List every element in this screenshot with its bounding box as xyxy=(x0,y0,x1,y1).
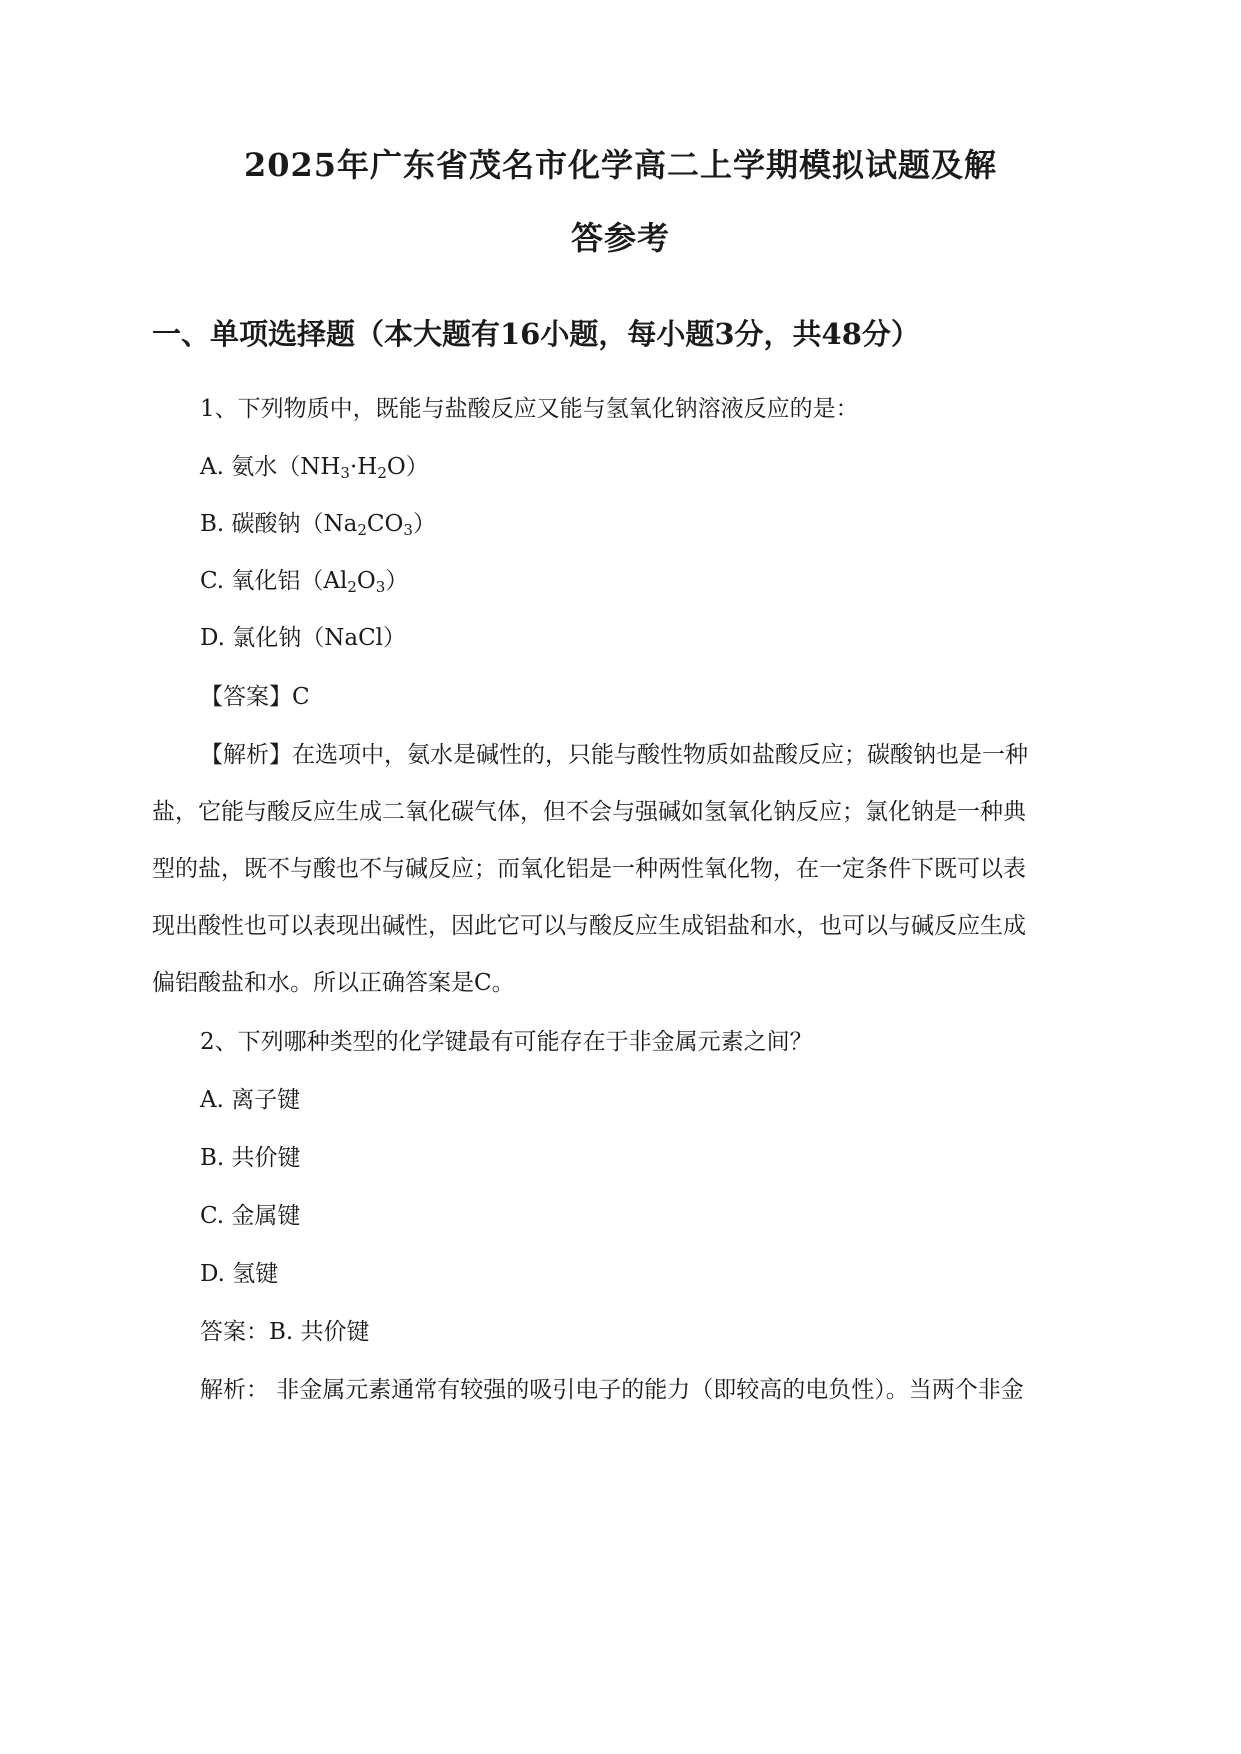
q1-option-b-text-mid: CO xyxy=(366,511,404,537)
question-2-stem: 2、下列哪种类型的化学键最有可能存在于非金属元素之间？ xyxy=(200,1029,813,1055)
subscript: 2 xyxy=(357,521,367,539)
q1-answer: 【答案】C xyxy=(200,684,310,710)
subscript: 3 xyxy=(375,578,386,596)
q1-analysis-line-1 xyxy=(200,736,1028,769)
q1-option-a-text: A. 氨水（NH xyxy=(200,454,341,480)
q1-option-c-text: C. 氧化铝（Al xyxy=(200,568,348,594)
q1-analysis-line-2: 盐，它能与酸反应生成二氧化碳气体，但不会与强碱如氢氧化钠反应；氯化钠是一种典 xyxy=(152,799,1026,825)
question-1-stem: 1、下列物质中，既能与盐酸反应又能与氢氧化钠溶液反应的是： xyxy=(200,396,859,422)
q2-answer: 答案：B. 共价键 xyxy=(200,1319,370,1345)
q2-option-c: C. 金属键 xyxy=(200,1203,301,1229)
document-title-line2: 答参考 xyxy=(570,219,670,257)
section-heading: 一、单项选择题（本大题有16小题，每小题3分，共48分） xyxy=(152,317,920,351)
subscript: 3 xyxy=(403,521,413,539)
subscript: 2 xyxy=(377,464,387,482)
subscript: 3 xyxy=(340,464,350,482)
q1-option-c xyxy=(200,562,408,595)
q1-option-b xyxy=(200,505,436,538)
q2-option-a: A. 离子键 xyxy=(200,1087,301,1113)
q1-option-d: D. 氯化钠（NaCl） xyxy=(200,625,407,651)
q1-option-c-text-end: ） xyxy=(385,568,409,594)
q1-analysis-label: 【解析】 xyxy=(200,742,292,768)
q1-analysis-line-3: 型的盐，既不与酸也不与碱反应；而氧化铝是一种两性氧化物，在一定条件下既可以表 xyxy=(152,856,1026,882)
q1-option-a-text-mid: ·H xyxy=(349,454,378,480)
q2-option-b: B. 共价键 xyxy=(200,1145,301,1171)
q1-analysis-line-4: 现出酸性也可以表现出碱性，因此它可以与酸反应生成铝盐和水，也可以与碱反应生成 xyxy=(152,913,1026,939)
q1-analysis-line-5: 偏铝酸盐和水。所以正确答案是C。 xyxy=(152,970,515,996)
q1-option-c-text-mid: O xyxy=(356,568,376,594)
document-title-line1: 2025年广东省茂名市化学高二上学期模拟试题及解 xyxy=(243,146,998,184)
q1-option-a xyxy=(200,448,429,481)
q2-analysis: 解析： 非金属元素通常有较强的吸引电子的能力（即较高的电负性）。当两个非金 xyxy=(200,1377,1024,1403)
q2-option-d: D. 氢键 xyxy=(200,1261,279,1287)
q1-option-b-text-end: ） xyxy=(412,511,436,537)
q1-option-b-text: B. 碳酸钠（Na xyxy=(200,511,358,537)
subscript: 2 xyxy=(347,578,357,596)
q1-option-a-text-end: O） xyxy=(386,454,429,480)
q1-analysis-text: 在选项中，氨水是碱性的，只能与酸性物质如盐酸反应；碳酸钠也是一种 xyxy=(292,742,1028,768)
